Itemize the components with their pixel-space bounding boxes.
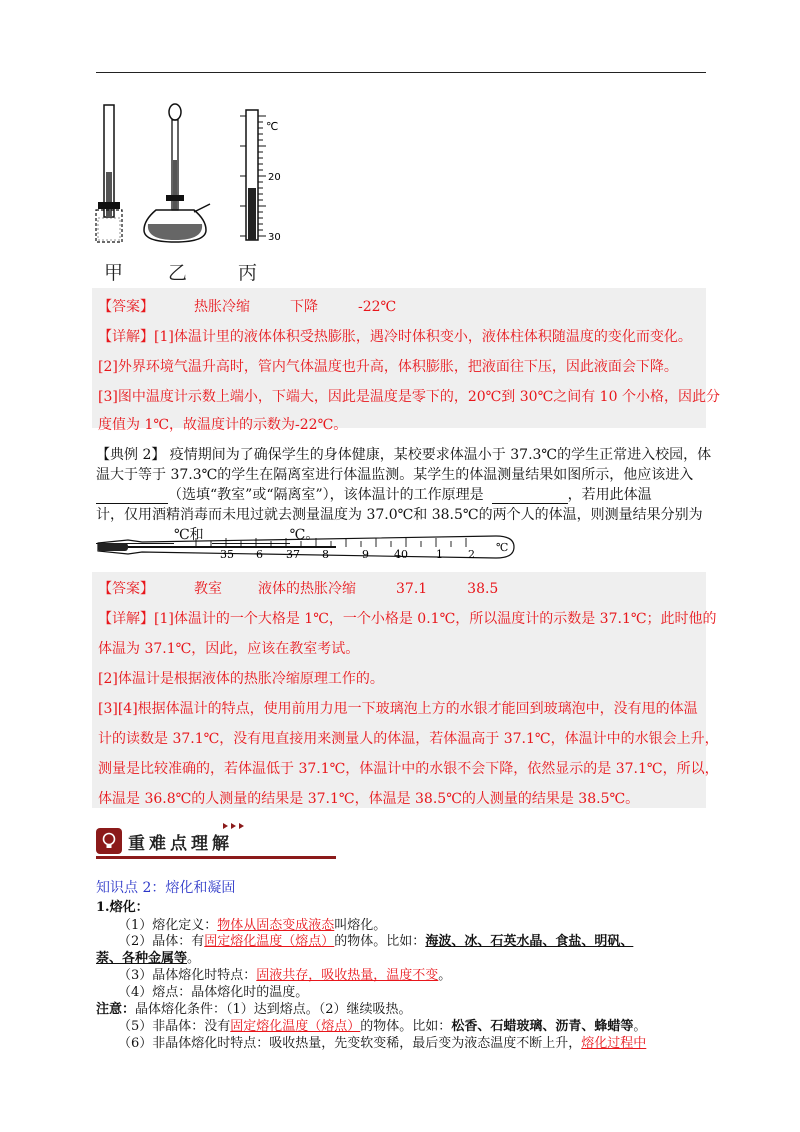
answer-1-summary: 【答案】 热胀冷缩 下降 -22℃ [98,299,397,315]
thermo-label: 1 [436,548,443,561]
thermo-label: 35 [220,548,234,561]
section-rule [96,856,336,859]
note-line: 注意：晶体熔化条件：（1）达到熔点。（2）继续吸热。 [96,1002,412,1017]
thermometer-c-icon [240,110,281,243]
note-line: （6）非晶体熔化时特点：吸收热量，先变软变稀，最后变为液态温度不断上升，熔化过程中 [118,1036,647,1051]
answer-1-line: 【详解】[1]体温计里的液体体积受热膨胀，遇冷时体积变小，液体柱体积随温度的变化而变化。 [98,329,692,345]
thermo-label: 9 [362,548,369,561]
answer-1-line: [3]图中温度计示数上端小，下端大，因此是温度是零下的，20℃到 30℃之间有 10 个小格，因此分 [98,389,720,405]
answer-2-line: 体温是 36.8℃的人测量的结果是 37.1℃，体温是 38.5℃的人测量的结果是 38.5℃。 [98,791,640,807]
example-2-line: 温大于等于 37.3℃的学生在隔离室进行体温监测。某学生的体温测量结果如图所示，他应该进入 [96,467,694,483]
thermometer-figure [86,100,386,285]
thermometer-b-icon [144,104,210,242]
knowledge-point-title: 知识点 2：熔化和凝固 [96,880,236,896]
scale-tick-30: 30 [268,232,281,243]
answer-2-line: 测量是比较准确的，若体温低于 37.1℃，体温计中的水银不会下降，依然显示的是 37.1℃，所以， [98,761,719,777]
note-line: （2）晶体：有固定熔化温度（熔点）的物体。比如：海波、冰、石英水晶、食盐、明矾、 [118,934,634,949]
answer-2-line: [3][4]根据体温计的特点，使用前用力甩一下玻璃泡上方的水银才能回到玻璃泡中，没有甩的体温 [98,701,698,717]
figure-label-b: 乙 [168,262,188,284]
answer-2-line: 计的读数是 37.1℃，没有甩直接用来测量人的体温，若体温高于 37.1℃，体温计中的水银会上升， [98,731,719,747]
arrows-icon [222,822,248,830]
thermo-label: 8 [322,548,329,561]
example-2-line: （选填“教室”或“隔离室”），该体温计的工作原理是 ，若用此体温 [96,484,652,504]
thermo-label: 6 [256,548,263,561]
scale-tick-20: 20 [268,172,281,183]
example-2-line: ℃和 ℃。 [96,524,319,544]
thermo-label: 2 [468,548,475,561]
header-rule [96,72,706,73]
figure-label-a: 甲 [104,262,124,284]
note-line: （3）晶体熔化时特点：固液共存，吸收热量，温度不变。 [118,968,452,983]
answer-2-line: 【详解】[1]体温计的一个大格是 1℃，一个小格是 0.1℃，所以温度计的示数是 37.1℃；此时他的 [98,611,717,627]
note-line: 萘、各种金属等。 [96,951,201,966]
answer-1-line: [2]外界环境气温升高时，管内气体温度也升高，体积膨胀，把液面往下压，因此液面会下降。 [98,359,678,375]
thermometer-a-icon [96,105,122,242]
scale-unit: ℃ [266,120,279,133]
answer-2-line: [2]体温计是根据液体的热胀冷缩原理工作的。 [98,671,384,687]
figure-label-c: 丙 [238,262,258,284]
answer-2-line: 体温为 37.1℃，因此，应该在教室考试。 [98,641,360,657]
thermo-unit: ℃ [496,541,509,554]
example-2-line: 【典例 2】 疫情期间为了确保学生的身体健康，某校要求体温小于 37.3℃的学生正常进入校园，体 [96,447,712,463]
answer-1-line: 度值为 1℃，故温度计的示数为-22℃。 [98,417,348,433]
thermo-label: 40 [394,548,408,561]
note-line: （1）熔化定义：物体从固态变成液态叫熔化。 [118,918,387,933]
clinical-thermometer-icon [96,530,526,564]
lightbulb-icon [96,828,122,854]
section-title: 重难点理解 [128,834,233,854]
example-2-line: 计，仅用酒精消毒而未甩过就去测量温度为 37.0℃和 38.5℃的两个人的体温，则测量结果分别为 [96,507,703,523]
answer-2-summary: 【答案】 教室 液体的热胀冷缩 37.1 38.5 [98,581,499,597]
note-line: （5）非晶体：没有固定熔化温度（熔点）的物体。比如：松香、石蜡玻璃、沥青、蜂蜡等。 [118,1019,647,1034]
note-line: （4）熔点：晶体熔化时的温度。 [118,985,309,1000]
heading-melting: 1.熔化： [96,900,149,915]
thermo-label: 37 [286,548,300,561]
